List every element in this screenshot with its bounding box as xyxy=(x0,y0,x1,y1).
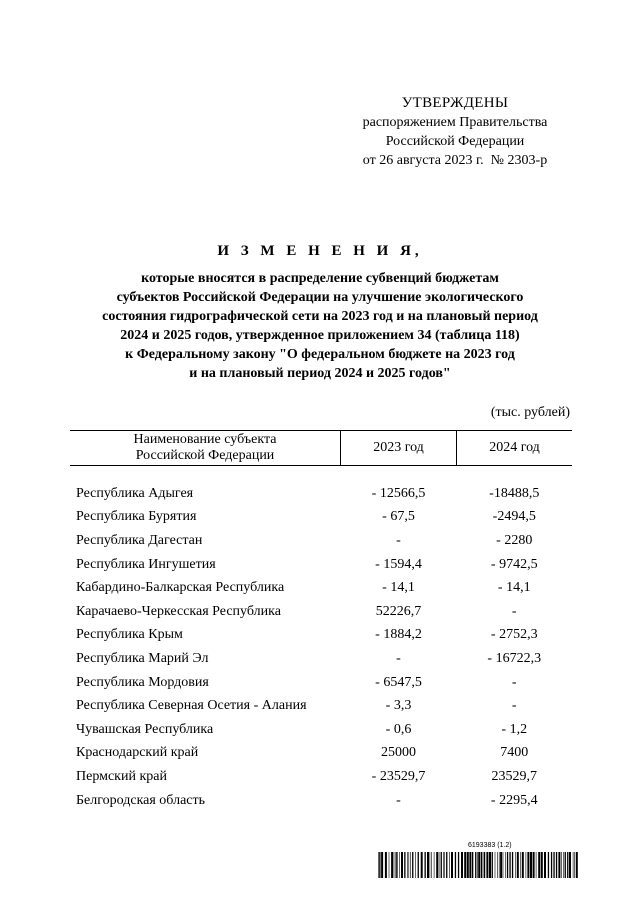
barcode-bar xyxy=(567,852,568,878)
barcode-bar xyxy=(548,852,549,878)
subject-name-cell: Республика Ингушетия xyxy=(76,556,216,572)
barcode-bar xyxy=(444,852,445,878)
barcode-bar xyxy=(475,852,476,878)
barcode-bar xyxy=(464,852,466,878)
value-2023-cell: - 1594,4 xyxy=(375,556,422,572)
barcode-bar xyxy=(451,852,453,878)
barcode-bar xyxy=(497,852,498,878)
barcode-bar xyxy=(389,852,390,878)
barcode-bar xyxy=(561,852,562,878)
barcode-bar xyxy=(401,852,403,878)
barcode-bar xyxy=(503,852,504,878)
barcode-bar xyxy=(415,852,416,878)
barcode-bar xyxy=(418,852,419,878)
subject-name-cell: Пермский край xyxy=(76,768,167,784)
barcode-bar xyxy=(410,852,411,878)
approval-line-2: Российской Федерации xyxy=(385,134,525,149)
subject-name-cell: Республика Бурятия xyxy=(76,509,197,525)
value-2023-cell: - xyxy=(396,650,401,666)
table-spacer-row xyxy=(70,466,572,483)
table-row xyxy=(70,506,572,530)
value-2024-cell: - 2280 xyxy=(496,532,533,548)
barcode-bar xyxy=(378,852,379,878)
barcode-bar xyxy=(486,852,488,878)
barcode-bar xyxy=(472,852,473,878)
value-2023-cell: - 0,6 xyxy=(385,721,412,737)
barcode-bar xyxy=(530,852,532,878)
value-2024-cell: - xyxy=(511,674,517,690)
subject-name-cell: Краснодарский край xyxy=(76,745,199,761)
barcode-bar xyxy=(500,852,502,878)
barcode-image xyxy=(378,852,578,878)
header-2024: 2024 год xyxy=(457,431,573,466)
barcode-bar xyxy=(574,852,575,878)
barcode-bar xyxy=(409,852,410,878)
table-row xyxy=(70,742,572,766)
barcode-bar xyxy=(483,852,484,878)
barcode-bar xyxy=(515,852,516,878)
value-2023-cell: - 1884,2 xyxy=(375,627,422,643)
subject-name-cell: Республика Северная Осетия - Алания xyxy=(76,698,307,714)
barcode-bar xyxy=(517,852,519,878)
value-2024-cell: - 16722,3 xyxy=(487,650,542,666)
barcode-bar xyxy=(421,852,423,878)
barcode-bar xyxy=(461,852,463,878)
barcode-bar xyxy=(427,852,429,878)
approval-date-line: от 26 августа 2023 г. № 2303-р xyxy=(362,153,548,168)
barcode-bar xyxy=(551,852,552,878)
spacer-cell xyxy=(70,466,572,483)
value-2024-cell: - 2295,4 xyxy=(490,792,538,808)
subject-name-cell: Республика Мордовия xyxy=(76,674,209,690)
barcode-bar xyxy=(495,852,496,878)
value-2024-cell: - 2752,3 xyxy=(490,627,538,643)
barcode-bar xyxy=(385,852,387,878)
barcode-bar xyxy=(527,852,529,878)
units-label: (тыс. рублей) xyxy=(490,405,570,420)
barcode-bar xyxy=(455,852,456,878)
document-heading xyxy=(60,242,580,383)
barcode-bar xyxy=(553,852,554,878)
subject-name-cell: Республика Крым xyxy=(76,627,183,643)
barcode-bar xyxy=(541,852,543,878)
barcode-bar xyxy=(391,852,393,878)
subject-name-cell: Республика Адыгея xyxy=(76,485,194,501)
table-row xyxy=(70,576,572,600)
barcode-bar xyxy=(533,852,535,878)
value-2024-cell: 7400 xyxy=(500,745,529,761)
value-2023-cell: - 6547,5 xyxy=(375,674,422,690)
document-title: И З М Е Н Е Н И Я, xyxy=(217,243,423,259)
barcode-bar xyxy=(397,852,398,878)
barcode-bar xyxy=(538,852,540,878)
barcode-bar xyxy=(481,852,482,878)
subject-name-cell: Карачаево-Черкесская Республика xyxy=(76,603,281,619)
value-2023-cell: - 14,1 xyxy=(382,580,415,596)
barcode-bar xyxy=(509,852,510,878)
header-2023: 2023 год xyxy=(341,431,457,466)
barcode-bar xyxy=(520,852,521,878)
barcode-bar xyxy=(458,852,459,878)
table-row xyxy=(70,482,572,506)
value-2024-cell: - 1,2 xyxy=(501,721,528,737)
table-body xyxy=(70,466,572,813)
barcode-bar xyxy=(512,852,513,878)
table-row xyxy=(70,765,572,789)
subject-name-cell: Кабардино-Балкарская Республика xyxy=(76,580,285,596)
barcode-bar xyxy=(522,852,524,878)
barcode-bar xyxy=(556,852,557,878)
barcode-bar xyxy=(467,852,469,878)
subject-name-cell: Республика Марий Эл xyxy=(76,650,209,666)
barcode-bar xyxy=(563,852,564,878)
barcode-bar xyxy=(558,852,560,878)
barcode-bar xyxy=(430,852,431,878)
barcode-number: 6193383 (1.2) xyxy=(468,842,512,849)
subject-name-cell: Чувашская Республика xyxy=(76,721,214,737)
barcode-bar xyxy=(478,852,480,878)
barcode-bar xyxy=(507,852,508,878)
table-row xyxy=(70,529,572,553)
barcode-bar xyxy=(436,852,438,878)
table-row xyxy=(70,647,572,671)
value-2024-cell: -2494,5 xyxy=(492,509,536,525)
value-2023-cell: - 12566,5 xyxy=(371,485,426,501)
subject-name-cell: Республика Дагестан xyxy=(76,532,203,548)
value-2023-cell: - xyxy=(396,532,401,548)
barcode-bar xyxy=(573,852,574,878)
barcode-bar xyxy=(565,852,566,878)
barcode-bar xyxy=(526,852,527,878)
value-2024-cell: - 14,1 xyxy=(497,580,531,596)
barcode-bar xyxy=(381,852,383,878)
barcode-bar xyxy=(439,852,440,878)
barcode-bar xyxy=(379,852,380,878)
barcode-bar xyxy=(489,852,491,878)
value-2024-cell: -18488,5 xyxy=(489,485,540,501)
barcode-bar xyxy=(425,852,426,878)
value-2023-cell: - 67,5 xyxy=(382,509,415,525)
barcode-bar xyxy=(434,852,435,878)
value-2024-cell: 23529,7 xyxy=(491,768,537,784)
barcode-bar xyxy=(544,852,546,878)
value-2023-cell: - xyxy=(396,792,401,808)
value-2023-cell: - 3,3 xyxy=(385,698,412,714)
table-row xyxy=(70,600,572,624)
table-row xyxy=(70,553,572,577)
barcode-bar xyxy=(449,852,450,878)
barcode-bar xyxy=(399,852,400,878)
value-2023-cell: 25000 xyxy=(381,745,416,761)
barcode-bar xyxy=(505,852,506,878)
barcode-bar xyxy=(404,852,405,878)
barcode-bar xyxy=(569,852,571,878)
barcode-bar xyxy=(469,852,471,878)
barcode-bar xyxy=(443,852,444,878)
barcode-bar xyxy=(536,852,537,878)
barcode-bar xyxy=(431,852,432,878)
barcode-bar xyxy=(412,852,413,878)
table-header-row xyxy=(70,431,572,466)
subject-name-cell: Белгородская область xyxy=(76,792,206,808)
barcode-bar xyxy=(407,852,408,878)
table-row xyxy=(70,624,572,648)
barcode-bar xyxy=(396,852,397,878)
barcode-bar xyxy=(492,852,493,878)
value-2024-cell: - xyxy=(511,603,517,619)
barcode-bar xyxy=(394,852,395,878)
header-subject-name: Наименование субъекта Российской Федерации xyxy=(70,431,341,466)
barcode-bar xyxy=(499,852,500,878)
approval-block xyxy=(330,94,580,170)
approval-title: УТВЕРЖДЕНЫ xyxy=(401,95,509,111)
barcode-bar xyxy=(446,852,447,878)
barcode-bar xyxy=(484,852,485,878)
approval-line-1: распоряжением Правительства xyxy=(362,115,548,130)
barcode-bar xyxy=(477,852,478,878)
barcode-bar xyxy=(576,852,578,878)
table-row xyxy=(70,694,572,718)
barcode-bar xyxy=(441,852,442,878)
value-2023-cell: - 23529,7 xyxy=(371,768,426,784)
table-row xyxy=(70,718,572,742)
document-description: которые вносятся в распределение субвенций бюджетам субъектов Российской Федерации на улучшение экологического состояния гидрографической сети на 2023 год и на плановый период 2024 и 2025 годов, утвержденное приложением 34 (таблица 118) к Федеральному закону "О федеральном бюджете на 2023 год и на плановый период 2024 и 2025 годов" xyxy=(102,271,538,381)
value-2023-cell: 52226,7 xyxy=(375,603,422,619)
value-2024-cell: - 9742,5 xyxy=(490,556,538,572)
table-row xyxy=(70,671,572,695)
budget-table xyxy=(70,430,572,812)
value-2024-cell: - xyxy=(511,698,517,714)
table-row xyxy=(70,789,572,813)
